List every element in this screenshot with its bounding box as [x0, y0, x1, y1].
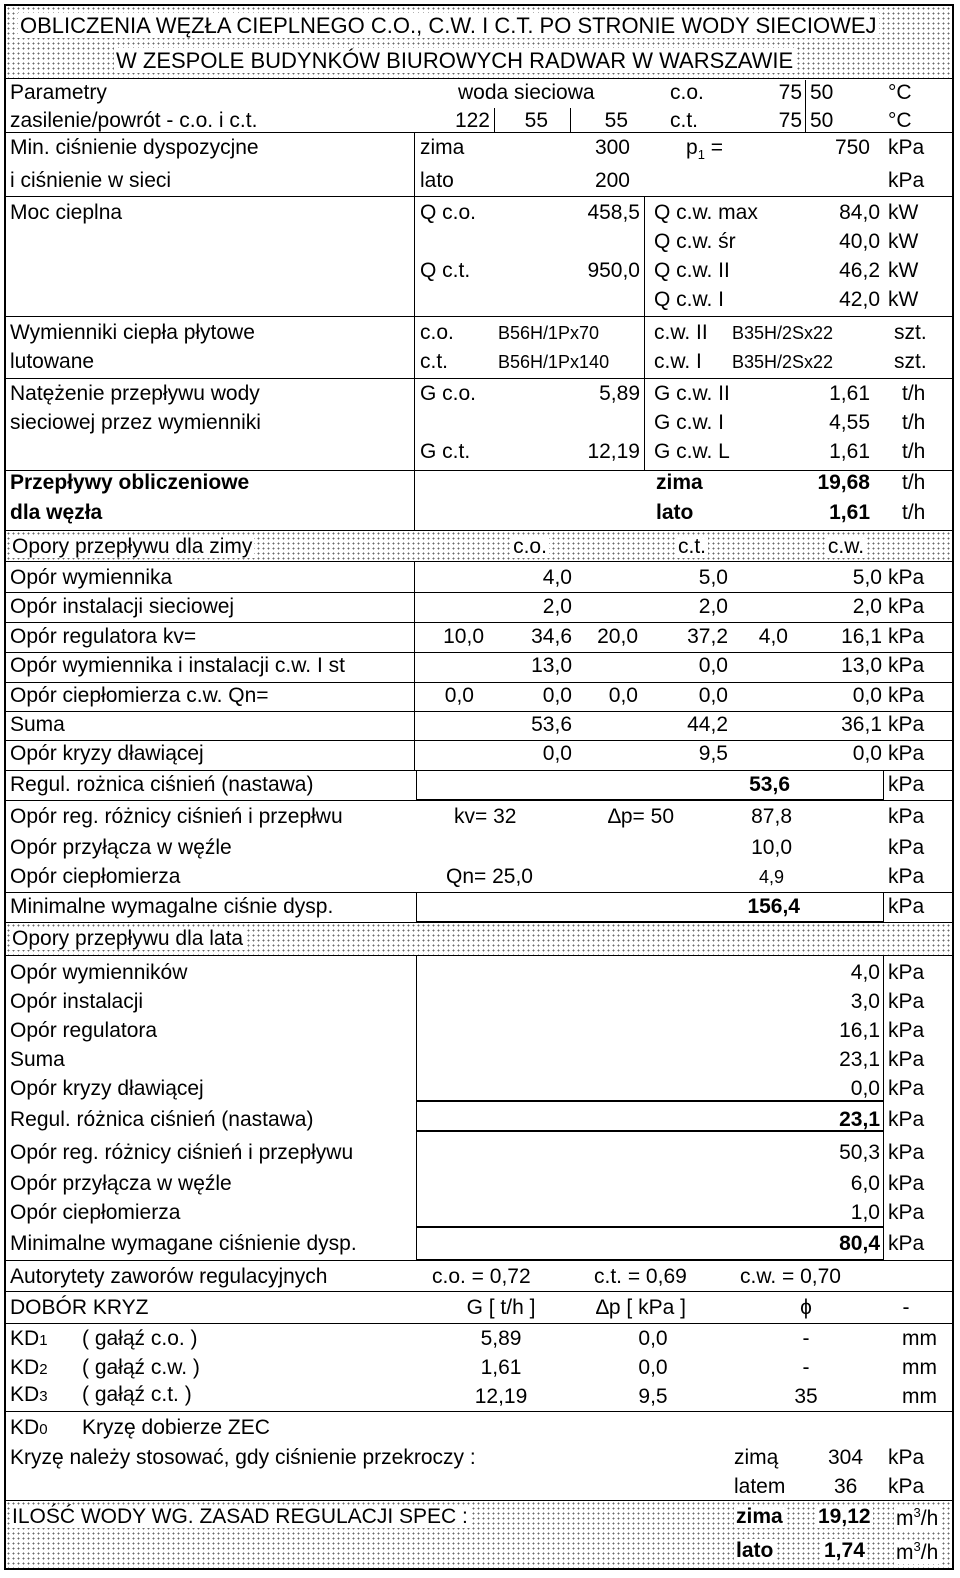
wym-ct-type: B56H/1Px140: [498, 352, 610, 372]
unit-th-3: t/h: [902, 440, 926, 463]
zima-row-co: 53,6: [531, 713, 572, 736]
lato-value: 200: [594, 169, 630, 192]
zima-row-label: Opór wymiennika i instalacji c.w. I st: [10, 654, 345, 677]
unit-th-1: t/h: [902, 382, 926, 405]
gct-value: 12,19: [587, 440, 640, 463]
lato-row-unit: kPa: [888, 1201, 925, 1224]
lato-row-value: 23,1: [839, 1048, 880, 1071]
lato-row-unit: kPa: [888, 961, 925, 984]
ilosc-lato-unit: $m^3/h$: [896, 1539, 939, 1564]
unit-th-4: t/h: [902, 471, 926, 494]
autorytety-cw: c.w. = 0,70: [740, 1265, 841, 1288]
gcw-l-value: 1,61: [829, 440, 870, 463]
zima-row-label: Opór regulatora kv=: [10, 625, 197, 648]
lato-row-value: 4,0: [850, 961, 880, 984]
przeplywy-zima-value: 19,68: [817, 471, 870, 494]
lato-row-unit: kPa: [888, 1232, 925, 1255]
zima-row-cw: 36,1: [841, 713, 882, 736]
kryza-desc: ( gałąź c.o. ): [82, 1327, 198, 1350]
kryza-kd: KD3: [10, 1383, 48, 1406]
kryzy-col-dp: ∆p [ kPa ]: [596, 1296, 686, 1319]
przeplywy-label2: dla węzła: [10, 501, 103, 524]
ilosc-zima-value: 19,12: [818, 1505, 871, 1528]
zima-row-label: Opór kryzy dławiącej: [10, 742, 204, 765]
kryza-desc: ( gałąź c.t. ): [82, 1383, 192, 1406]
unit-szt-1: szt.: [894, 321, 927, 344]
autorytety-co: c.o. = 0,72: [432, 1265, 531, 1288]
zima-header: Opory przepływu dla zimy: [12, 535, 253, 558]
qct-value: 950,0: [587, 259, 640, 282]
zima-row-ct: 0,0: [698, 654, 728, 677]
p1-label: $p_1$ =: [686, 136, 724, 163]
zima-row-ct: 5,0: [698, 566, 728, 589]
lato-row-unit: kPa: [888, 990, 925, 1013]
lato-row-label: Opór przyłącza w węźle: [10, 1172, 232, 1195]
ciep-zima-unit: kPa: [888, 865, 925, 888]
zima-row-b: 20,0: [597, 625, 638, 648]
qco-value: 458,5: [587, 201, 640, 224]
unit-th-5: t/h: [902, 501, 926, 524]
kryza-unit: mm: [902, 1385, 937, 1408]
lato-row-label: Opór regulatora: [10, 1019, 158, 1042]
ilosc-zima-label: zima: [736, 1505, 783, 1528]
gct-label: G c.t.: [420, 440, 471, 463]
qct-label: Q c.t.: [420, 259, 471, 282]
wym-ct-label: c.t.: [420, 350, 449, 373]
przeplywy-lato-value: 1,61: [829, 501, 870, 524]
przeplywy-lato-label: lato: [656, 501, 694, 524]
zima-col-ct: c.t.: [677, 535, 706, 558]
reg-zima-value: 87,8: [751, 805, 792, 828]
zima-row-co: 4,0: [542, 566, 572, 589]
przyl-zima-value: 10,0: [751, 836, 792, 859]
natezenie-label: Natężenie przepływu wody: [10, 382, 260, 405]
zima-row-label: Suma: [10, 713, 65, 736]
zima-row-ct: 37,2: [687, 625, 728, 648]
qco-label: Q c.o.: [420, 201, 477, 224]
ilosc-zima-unit: $m^3/h$: [896, 1505, 939, 1530]
ciep-zima-label: Opór ciepłomierza: [10, 865, 181, 888]
qcw-ii-value: 46,2: [839, 259, 880, 282]
zima-row-cw: 2,0: [852, 595, 882, 618]
kryzy-col-unit: -: [902, 1296, 910, 1319]
zima-row-ct: 2,0: [698, 595, 728, 618]
co-return: 50: [810, 81, 834, 104]
zima-row-unit: kPa: [888, 595, 925, 618]
kryza-g: 12,19: [474, 1385, 528, 1408]
unit-kw-3: kW: [888, 259, 919, 282]
reg-zima-label: Opór reg. różnicy ciśnień i przepłwu: [10, 805, 343, 828]
lato-row-unit: kPa: [888, 1048, 925, 1071]
cisnienie-label: Min. ciśnienie dyspozycjne: [10, 136, 259, 159]
lato-row-value: 1,0: [850, 1201, 880, 1224]
qcw-i-label: Q c.w. I: [654, 288, 725, 311]
unit-celsius-2: °C: [888, 109, 912, 132]
ct-return: 50: [810, 109, 834, 132]
stosowac-zima-label: zimą: [734, 1446, 779, 1469]
zima-row-co: 34,6: [531, 625, 572, 648]
gco-label: G c.o.: [420, 382, 477, 405]
kryza-g: 1,61: [480, 1356, 522, 1379]
zima-row-a: 10,0: [443, 625, 484, 648]
zima-row-unit: kPa: [888, 625, 925, 648]
wym-cwii-label: c.w. II: [654, 321, 708, 344]
ciep-zima-value: 4,9: [758, 867, 784, 887]
unit-kw-2: kW: [888, 230, 919, 253]
zima-row-unit: kPa: [888, 742, 925, 765]
zima-row-cw: 16,1: [841, 625, 882, 648]
lato-row-label: Opór instalacji: [10, 990, 144, 1013]
regul-zima-label: Regul. rożnica ciśnień (nastawa): [10, 773, 314, 796]
zima-row-co: 13,0: [531, 654, 572, 677]
stosowac-zima-unit: kPa: [888, 1446, 925, 1469]
kryza-dp: 0,0: [638, 1356, 668, 1379]
stosowac-text: Kryzę należy stosować, gdy ciśnienie przekroczy :: [10, 1446, 476, 1469]
moc-label: Moc cieplna: [10, 201, 123, 224]
kryza-desc: ( gałąź c.w. ): [82, 1356, 200, 1379]
zima-row-a: 0,0: [444, 684, 474, 707]
unit-kpa-p1: kPa: [888, 136, 925, 159]
unit-kw-4: kW: [888, 288, 919, 311]
regul-zima-box: [416, 770, 884, 800]
lato-row-unit: kPa: [888, 1141, 925, 1164]
zima-col-co: c.o.: [513, 535, 547, 558]
kryza-phi: -: [802, 1356, 810, 1379]
co-label: c.o.: [670, 81, 704, 104]
ws-supply: 122: [454, 109, 490, 132]
zima-row-label: Opór wymiennika: [10, 566, 173, 589]
wym-cwii-type: B35H/2Sx22: [732, 323, 834, 343]
lato-row-unit: kPa: [888, 1019, 925, 1042]
zima-row-co: 0,0: [542, 742, 572, 765]
ilosc-lato-label: lato: [736, 1539, 774, 1562]
qcw-max-label: Q c.w. max: [654, 201, 758, 224]
kryza-unit: mm: [902, 1356, 937, 1379]
gcw-l-label: G c.w. L: [654, 440, 730, 463]
zima-row-unit: kPa: [888, 654, 925, 677]
min-zima-label: Minimalne wymagalne ciśnie dysp.: [10, 895, 334, 918]
calculation-sheet: [4, 4, 954, 1570]
cisnienie-label2: i ciśnienie w sieci: [10, 169, 172, 192]
unit-th-2: t/h: [902, 411, 926, 434]
stosowac-lato-label: latem: [734, 1475, 786, 1498]
ilosc-label: ILOŚĆ WODY WG. ZASAD REGULACJI SPEC :: [12, 1505, 468, 1528]
gcw-i-value: 4,55: [829, 411, 870, 434]
kryza-kd: KD2: [10, 1356, 48, 1379]
kd0-text: Kryzę dobierze ZEC: [82, 1416, 270, 1439]
lato-row-unit: kPa: [888, 1172, 925, 1195]
reg-zima-kv: kv= 32: [454, 805, 517, 828]
co-supply: 75: [778, 81, 802, 104]
kryza-dp: 0,0: [638, 1327, 668, 1350]
ciep-zima-qn: Qn= 25,0: [446, 865, 533, 888]
lato-label: lato: [420, 169, 454, 192]
kryza-phi: -: [802, 1327, 810, 1350]
natezenie-label2: sieciowej przez wymienniki: [10, 411, 261, 434]
ct-supply: 75: [778, 109, 802, 132]
zima-row-label: Opór ciepłomierza c.w. Qn=: [10, 684, 269, 707]
lato-row-label: Opór ciepłomierza: [10, 1201, 181, 1224]
lato-row-value: 6,0: [850, 1172, 880, 1195]
zima-col-cw: c.w.: [827, 535, 865, 558]
zima-row-unit: kPa: [888, 566, 925, 589]
wymienniki-label2: lutowane: [10, 350, 95, 373]
qcw-ii-label: Q c.w. II: [654, 259, 730, 282]
stosowac-lato-unit: kPa: [888, 1475, 925, 1498]
wym-co-label: c.o.: [420, 321, 454, 344]
regul-zima-unit: kPa: [888, 773, 925, 796]
kryzy-col-phi: ϕ: [800, 1296, 812, 1319]
zima-row-label: Opór instalacji sieciowej: [10, 595, 235, 618]
gcw-i-label: G c.w. I: [654, 411, 725, 434]
zima-row-ct: 44,2: [687, 713, 728, 736]
kryza-kd: KD1: [10, 1327, 48, 1350]
lato-row-label: Opór wymienników: [10, 961, 188, 984]
zima-row-cw: 13,0: [841, 654, 882, 677]
lato-row-value: 3,0: [850, 990, 880, 1013]
wymienniki-label: Wymienniki ciepła płytowe: [10, 321, 255, 344]
qcw-sr-value: 40,0: [839, 230, 880, 253]
lato-row-value: 50,3: [839, 1141, 880, 1164]
wym-cwi-type: B35H/2Sx22: [732, 352, 834, 372]
autorytety-label: Autorytety zaworów regulacyjnych: [10, 1265, 328, 1288]
gco-value: 5,89: [599, 382, 640, 405]
zima-row-ct: 0,0: [698, 684, 728, 707]
qcw-max-value: 84,0: [839, 201, 880, 224]
lato-row-value: 23,1: [839, 1108, 880, 1131]
kryzy-label: DOBÓR KRYZ: [10, 1296, 149, 1319]
lato-row-value: 16,1: [839, 1019, 880, 1042]
kryza-g: 5,89: [480, 1327, 522, 1350]
zima-row-cw: 0,0: [852, 742, 882, 765]
zima-row-co: 2,0: [542, 595, 572, 618]
zima-row-co: 0,0: [542, 684, 572, 707]
stosowac-lato-value: 36: [834, 1475, 858, 1498]
zima-row-c: 4,0: [758, 625, 788, 648]
stosowac-zima-value: 304: [828, 1446, 864, 1469]
lato-row-label: Minimalne wymagane ciśnienie dysp.: [10, 1232, 357, 1255]
lato-row-label: Opór kryzy dławiącej: [10, 1077, 204, 1100]
kryza-phi: 35: [794, 1385, 818, 1408]
zima-value: 300: [594, 136, 630, 159]
qcw-sr-label: Q c.w. śr: [654, 230, 736, 253]
lato-row-label: Opór reg. różnicy ciśnień i przepływu: [10, 1141, 354, 1164]
woda-sieciowa-label: woda sieciowa: [458, 81, 595, 104]
parametry-label: Parametry: [10, 81, 107, 104]
gcw-ii-label: G c.w. II: [654, 382, 730, 405]
ws-return-co: 55: [524, 109, 548, 132]
zima-row-ct: 9,5: [698, 742, 728, 765]
zima-row-unit: kPa: [888, 684, 925, 707]
zima-row-unit: kPa: [888, 713, 925, 736]
kd0-label: KD0: [10, 1416, 48, 1439]
gcw-ii-value: 1,61: [829, 382, 870, 405]
unit-kpa-lato: kPa: [888, 169, 925, 192]
lato-row-unit: kPa: [888, 1108, 925, 1131]
lato-row-value: 0,0: [850, 1077, 880, 1100]
min-zima-unit: kPa: [888, 895, 925, 918]
reg-zima-unit: kPa: [888, 805, 925, 828]
min-zima-value: 156,4: [747, 895, 800, 918]
title-line1: OBLICZENIA WĘZŁA CIEPLNEGO C.O., C.W. I C.T. PO STRONIE WODY SIECIOWEJ: [20, 13, 877, 38]
unit-celsius-1: °C: [888, 81, 912, 104]
wym-cwi-label: c.w. I: [654, 350, 702, 373]
min-zima-box: [416, 892, 884, 922]
unit-szt-2: szt.: [894, 350, 927, 373]
lato-row-label: Suma: [10, 1048, 65, 1071]
qcw-i-value: 42,0: [839, 288, 880, 311]
regul-zima-value: 53,6: [749, 773, 790, 796]
ct-label: c.t.: [670, 109, 699, 132]
wym-co-type: B56H/1Px70: [498, 323, 600, 343]
p1-value: 750: [834, 136, 870, 159]
zima-row-cw: 5,0: [852, 566, 882, 589]
kryzy-col-g: G [ t/h ]: [466, 1296, 536, 1319]
kryza-dp: 9,5: [638, 1385, 668, 1408]
lato-row-value: 80,4: [839, 1232, 880, 1255]
reg-zima-dp: ∆p= 50: [608, 805, 674, 828]
autorytety-ct: c.t. = 0,69: [594, 1265, 687, 1288]
lato-row-label: Regul. różnica ciśnień (nastawa): [10, 1108, 314, 1131]
lato-header: Opory przepływu dla lata: [12, 927, 244, 950]
przeplywy-zima-label: zima: [656, 471, 703, 494]
parametry-label2: zasilenie/powrót - c.o. i c.t.: [10, 109, 258, 132]
zima-row-cw: 0,0: [852, 684, 882, 707]
zima-row-b: 0,0: [608, 684, 638, 707]
unit-kw-1: kW: [888, 201, 919, 224]
przyl-zima-label: Opór przyłącza w węźle: [10, 836, 232, 859]
przyl-zima-unit: kPa: [888, 836, 925, 859]
ws-return-ct: 55: [604, 109, 628, 132]
title-line2: W ZESPOLE BUDYNKÓW BIUROWYCH RADWAR W WARSZAWIE: [116, 48, 794, 73]
ilosc-lato-value: 1,74: [824, 1539, 865, 1562]
zima-label: zima: [420, 136, 465, 159]
przeplywy-label: Przepływy obliczeniowe: [10, 471, 250, 494]
lato-row-unit: kPa: [888, 1077, 925, 1100]
kryza-unit: mm: [902, 1327, 937, 1350]
